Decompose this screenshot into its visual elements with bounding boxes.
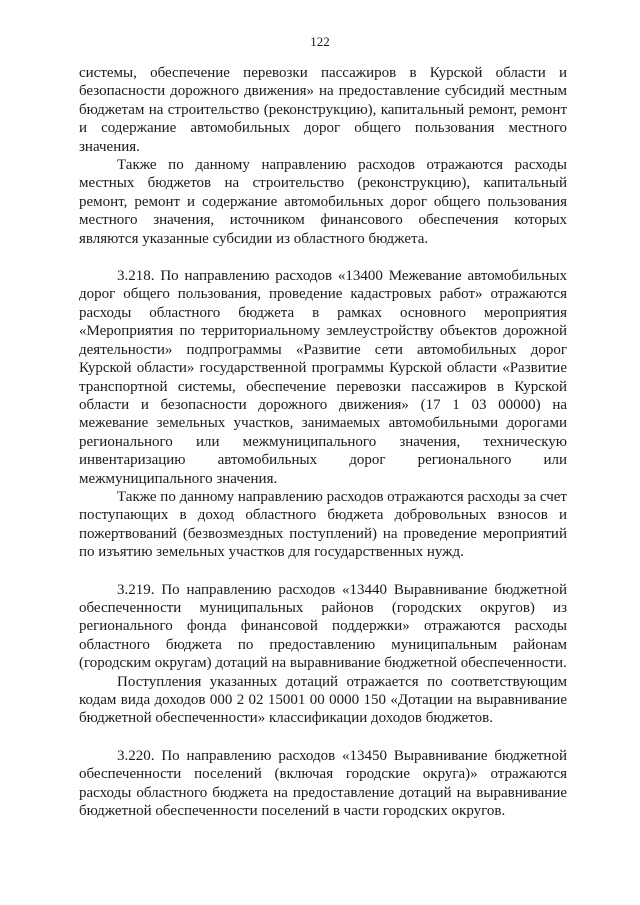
paragraph-local-budget-expenses: Также по данному направлению расходов отражаются расходы местных бюджетов на строительство (реконструкцию), капитальный ремонт, ремонт и содержание автомобильных дорог общего пользования местного значения, источником финансового обеспечения которых являются указанные субсидии из областного бюджета. (79, 157, 567, 247)
paragraph-donations-expenses: Также по данному направлению расходов отражаются расходы за счет поступающих в доход областного бюджета добровольных взносов и пожертвований (безвозмездных поступлений) на проведение мероприятий по изъятию земельных участков для государственных нужд. (79, 488, 567, 561)
paragraph-continuation: системы, обеспечение перевозки пассажиров в Курской области и безопасности дорожного движения» на предоставление субсидий местным бюджетам на строительство (реконструкцию), капитальный ремонт, ремонт и содержание автомобильных дорог общего пользования местного значения. (79, 65, 567, 155)
section-3-220: 3.220. По направлению расходов «13450 Выравнивание бюджетной обеспеченности поселений (включая городские округа)» отражаются расходы областного бюджета на предоставление дотаций на выравнивание бюджетной обеспеченности поселений в части городских округов. (79, 747, 567, 820)
section-3-218: 3.218. По направлению расходов «13400 Межевание автомобильных дорог общего пользования, проведение кадастровых работ» отражаются расходы областного бюджета в рамках основного мероприятия «Мероприятия по территориальному землеустройству объектов дорожной деятельности» подпрограммы «Развитие сети автомобильных дорог Курской области» государственной программы Курской области «Развитие транспортной системы, обеспечение перевозки пассажиров в Курской области и безопасности дорожного движения» (17 1 03 00000) на межевание земельных участков, занимаемых автомобильными дорогами регионального или межмуниципального значения, техническую инвентаризацию автомобильных дорог регионального или межмуниципального значения. (79, 268, 567, 487)
paragraph-subsidy-receipts: Поступления указанных дотаций отражается по соответствующим кодам вида доходов 000 2 02 15001 00 0000 150 «Дотации на выравнивание бюджетной обеспеченности» классификации доходов бюджетов. (79, 673, 567, 727)
page-number: 122 (310, 34, 330, 49)
document-body (79, 64, 567, 820)
section-3-219: 3.219. По направлению расходов «13440 Выравнивание бюджетной обеспеченности муниципальных районов (городских округов) из регионального фонда финансовой поддержки» отражаются расходы областного бюджета по предоставлению муниципальным районам (городским округам) дотаций на выравнивание бюджетной обеспеченности. (79, 581, 567, 672)
